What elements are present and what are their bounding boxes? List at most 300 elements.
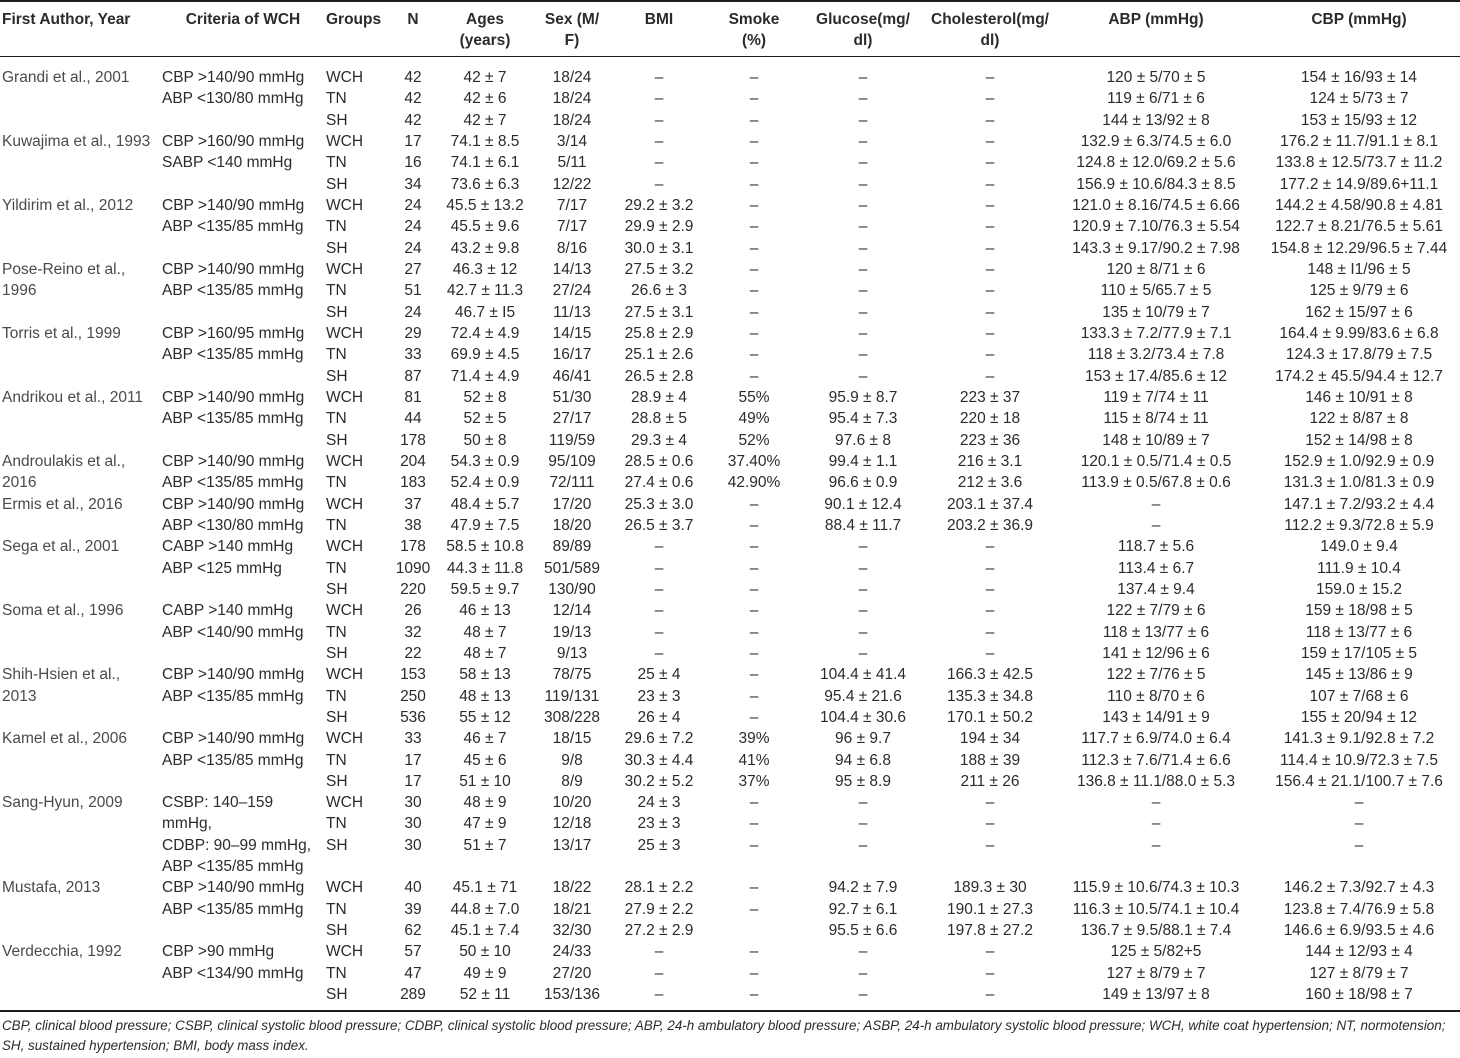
cell-bmi: 28.5 ± 0.6 (624, 452, 694, 470)
cell-abp: 112.3 ± 7.6/71.4 ± 6.6 (1081, 751, 1231, 769)
cell-groups: TN (326, 623, 347, 641)
cell-n: 27 (404, 260, 422, 278)
cell-ages: 74.1 ± 6.1 (450, 154, 520, 172)
cell-groups: SH (326, 367, 348, 385)
cell-cholesterol: 194 ± 34 (959, 730, 1021, 748)
cell-bmi: – (654, 175, 664, 193)
cell-cholesterol: – (985, 218, 995, 236)
cell-sex: 119/59 (548, 431, 596, 449)
cell-cholesterol: – (985, 111, 995, 129)
cell-groups: WCH (326, 538, 364, 556)
cell-sex: 46/41 (552, 367, 592, 385)
cell-abp: 110 ± 5/65.7 ± 5 (1100, 282, 1212, 300)
cell-groups: WCH (326, 602, 364, 620)
cell-cbp: 147.1 ± 7.2/93.2 ± 4.4 (1283, 495, 1435, 513)
cell-author (0, 813, 160, 834)
cell-smoke: – (749, 687, 759, 705)
cell-smoke: – (749, 559, 759, 577)
cell-smoke: – (749, 900, 759, 918)
cell-ages: 44.8 ± 7.0 (450, 900, 520, 918)
header-groups: Groups (326, 11, 382, 28)
cell-groups: TN (326, 90, 347, 108)
cell-criteria: ABP <135/85 mmHg (162, 751, 304, 769)
cell-cholesterol: 190.1 ± 27.3 (946, 900, 1034, 918)
cell-criteria (160, 984, 326, 1005)
cell-smoke: – (749, 175, 759, 193)
cell-criteria: CBP >140/90 mmHg (162, 666, 305, 684)
cell-criteria (160, 643, 326, 664)
cell-n: 87 (404, 367, 422, 385)
header-sex: Sex (M/ F) (544, 11, 600, 50)
cell-glucose: – (858, 794, 868, 812)
cell-sex: 501/589 (543, 559, 601, 577)
cell-sex: 7/17 (556, 196, 588, 214)
cell-sex: 12/14 (552, 602, 592, 620)
cell-bmi: – (654, 559, 664, 577)
cell-bmi: – (654, 69, 664, 86)
cell-author (0, 771, 160, 792)
cell-smoke: – (749, 836, 759, 854)
cell-groups: TN (326, 282, 347, 300)
cell-glucose: – (858, 346, 868, 364)
cell-groups: TN (326, 516, 347, 534)
cell-glucose: – (858, 324, 868, 342)
cell-glucose: – (858, 218, 868, 236)
cell-criteria: ABP <135/85 mmHg (162, 346, 304, 364)
cell-abp: 125 ± 5/82+5 (1110, 943, 1202, 961)
table-row (0, 771, 1460, 792)
cell-author: Sang-Hyun, 2009 (2, 794, 123, 812)
cell-n: 29 (404, 324, 422, 342)
cell-cbp: 153 ± 15/93 ± 12 (1300, 111, 1418, 129)
cell-bmi: 25.1 ± 2.6 (624, 346, 694, 364)
cell-glucose: – (858, 644, 868, 662)
cell-abp: 119 ± 7/74 ± 11 (1103, 388, 1209, 406)
table-footnote: CBP, clinical blood pressure; CSBP, clinical systolic blood pressure; CDBP, clinical systolic blood pressure; ABP, 24-h ambulatory blood pressure; ASBP, 24-h ambulatory systolic blood pressure; WCH, white coat hypertension; NT, normotension; SH, sustained hypertension; BMI, body mass index. (2, 1018, 1446, 1053)
cell-bmi: 26.6 ± 3 (631, 282, 687, 300)
table-row (0, 600, 1460, 621)
cell-groups: TN (326, 154, 347, 172)
cell-cbp: 159.0 ± 15.2 (1315, 580, 1403, 598)
cell-n: 16 (404, 154, 422, 172)
cell-bmi: 23 ± 3 (637, 815, 681, 833)
cell-cbp: 144.2 ± 4.58/90.8 ± 4.81 (1275, 196, 1443, 214)
cell-abp: 144 ± 13/92 ± 8 (1102, 111, 1210, 129)
cell-smoke: – (749, 495, 759, 513)
cell-sex: 18/24 (552, 111, 592, 129)
cell-criteria: CBP >140/90 mmHg (162, 730, 305, 748)
cell-abp: – (1151, 516, 1161, 534)
cell-sex: 24/33 (552, 943, 592, 961)
cell-abp: 113.4 ± 6.7 (1117, 559, 1195, 577)
cell-cholesterol: – (985, 260, 995, 278)
cell-n: 42 (404, 69, 422, 86)
cell-sex: 18/15 (552, 730, 592, 748)
cell-sex: 72/111 (549, 474, 595, 492)
cell-bmi: 28.9 ± 4 (631, 388, 687, 406)
cell-criteria: CDBP: 90–99 mmHg, (162, 836, 312, 854)
cell-n: 33 (404, 730, 422, 748)
cell-author (0, 920, 160, 941)
cell-cbp: 144 ± 12/93 ± 4 (1305, 943, 1413, 961)
table-row (0, 88, 1460, 109)
cell-cholesterol: – (985, 303, 995, 321)
cell-criteria: ABP <135/85 mmHg (162, 687, 304, 705)
cell-n: 62 (404, 922, 422, 940)
cell-cholesterol: – (985, 815, 995, 833)
table-row (0, 323, 1460, 344)
cell-smoke: 39% (738, 730, 770, 748)
cell-n: 81 (404, 388, 422, 406)
cell-author (0, 110, 160, 131)
cell-criteria: ABP <135/85 mmHg (162, 474, 304, 492)
cell-sex: 130/90 (548, 580, 596, 598)
cell-groups: TN (326, 815, 347, 833)
cell-cbp: 154.8 ± 12.29/96.5 ± 7.44 (1270, 239, 1448, 257)
cell-ages: 50 ± 10 (459, 943, 511, 961)
table-row (0, 216, 1460, 237)
cell-criteria (160, 707, 326, 728)
cell-ages: 47.9 ± 7.5 (450, 516, 520, 534)
cell-ages: 42 ± 7 (463, 111, 507, 129)
cell-smoke: – (749, 794, 759, 812)
cell-ages: 46 ± 13 (459, 602, 511, 620)
cell-cholesterol: – (985, 623, 995, 641)
cell-abp: 122 ± 7/76 ± 5 (1106, 666, 1206, 684)
cell-cbp: 149.0 ± 9.4 (1320, 538, 1398, 556)
cell-glucose: – (858, 90, 868, 108)
cell-ages: 72.4 ± 4.9 (450, 324, 520, 342)
cell-author: Kuwajima et al., 1993 (2, 132, 151, 150)
cell-author (0, 344, 160, 365)
cell-n: 42 (404, 111, 422, 129)
cell-ages: 48 ± 9 (463, 794, 507, 812)
cell-groups: SH (326, 431, 348, 449)
cell-n: 183 (400, 474, 426, 492)
cell-cholesterol: 223 ± 37 (959, 388, 1021, 406)
cell-cholesterol: 188 ± 39 (959, 751, 1021, 769)
cell-sex: 27/17 (552, 410, 592, 428)
cell-criteria: CBP >160/90 mmHg (162, 132, 305, 150)
cell-groups: SH (326, 708, 348, 726)
cell-cbp: 118 ± 13/77 ± 6 (1305, 623, 1413, 641)
cell-ages: 74.1 ± 8.5 (450, 132, 520, 150)
cell-cholesterol (926, 856, 1054, 877)
cell-cbp: 111.9 ± 10.4 (1317, 559, 1401, 577)
cell-bmi: – (654, 644, 664, 662)
cell-smoke: – (749, 196, 759, 214)
cell-smoke: – (749, 580, 759, 598)
cell-criteria (160, 238, 326, 259)
cell-glucose: – (858, 964, 868, 982)
cell-bmi: – (654, 580, 664, 598)
cell-glucose: – (858, 367, 868, 385)
table-row (0, 963, 1460, 984)
cell-criteria: CBP >140/90 mmHg (162, 69, 305, 86)
header-smoke: Smoke (%) (728, 11, 780, 50)
cell-abp: 113.9 ± 0.5/67.8 ± 0.6 (1081, 474, 1231, 492)
cell-author (0, 643, 160, 664)
cell-abp: 120 ± 5/70 ± 5 (1106, 69, 1206, 86)
cell-bmi: 29.9 ± 2.9 (624, 218, 694, 236)
cell-author: Torris et al., 1999 (2, 324, 121, 342)
cell-author: Shih-Hsien et al., (2, 666, 121, 684)
table-row (0, 835, 1460, 856)
cell-glucose: – (858, 623, 868, 641)
table-row (0, 302, 1460, 323)
cell-abp: 110 ± 8/70 ± 6 (1107, 687, 1205, 705)
cell-cholesterol: 223 ± 36 (959, 431, 1021, 449)
cell-bmi: 27.5 ± 3.1 (624, 303, 694, 321)
cell-smoke: – (749, 943, 759, 961)
cell-author (0, 835, 160, 856)
table-row (0, 131, 1460, 152)
cell-bmi: 30.0 ± 3.1 (624, 239, 694, 257)
cell-cholesterol: 197.8 ± 27.2 (946, 922, 1034, 940)
cell-cholesterol: – (985, 986, 995, 1004)
cell-abp: 141 ± 12/96 ± 6 (1102, 644, 1210, 662)
cell-smoke: – (749, 69, 759, 86)
cell-groups: SH (326, 922, 348, 940)
cell-cbp: 124 ± 5/73 ± 7 (1309, 90, 1409, 108)
cell-cbp: 162 ± 15/97 ± 6 (1305, 303, 1413, 321)
cell-bmi: – (654, 90, 664, 108)
cell-smoke: – (749, 346, 759, 364)
cell-cbp: 154 ± 16/93 ± 14 (1300, 69, 1418, 86)
cell-smoke: – (749, 516, 759, 534)
cell-groups: TN (326, 964, 347, 982)
cell-criteria (160, 920, 326, 941)
cell-criteria (160, 579, 326, 600)
cell-smoke (708, 920, 800, 941)
cell-smoke: – (749, 815, 759, 833)
cell-bmi: 28.1 ± 2.2 (624, 879, 694, 897)
cell-abp: 118 ± 13/77 ± 6 (1102, 623, 1210, 641)
cell-sex: 19/13 (552, 623, 592, 641)
cell-glucose: 104.4 ± 41.4 (819, 666, 907, 684)
cell-glucose: 96 ± 9.7 (835, 730, 891, 748)
cell-smoke: 49% (738, 410, 770, 428)
cell-criteria: CBP >140/90 mmHg (162, 388, 305, 406)
cell-bmi: 26.5 ± 2.8 (624, 367, 694, 385)
cell-cholesterol: 166.3 ± 42.5 (946, 666, 1034, 684)
cell-author (0, 430, 160, 451)
table-row (0, 579, 1460, 600)
cell-bmi: 27.5 ± 3.2 (624, 260, 694, 278)
cell-cholesterol: – (985, 239, 995, 257)
table-row (0, 920, 1460, 941)
cell-author (0, 984, 160, 1005)
cell-ages: 59.5 ± 9.7 (450, 580, 520, 598)
cell-bmi: – (654, 964, 664, 982)
cell-cholesterol: – (985, 196, 995, 214)
cell-n: 30 (404, 794, 422, 812)
cell-abp: 149 ± 13/97 ± 8 (1102, 986, 1210, 1004)
table-row (0, 856, 1460, 877)
cell-author: Androulakis et al., (2, 452, 126, 470)
cell-n: 37 (404, 495, 422, 513)
cell-glucose: 97.6 ± 8 (835, 431, 891, 449)
cell-n: 178 (400, 538, 426, 556)
cell-cholesterol: 203.2 ± 36.9 (946, 516, 1034, 534)
table-row (0, 152, 1460, 173)
cell-criteria: ABP <130/80 mmHg (162, 516, 304, 534)
cell-cbp: 112.2 ± 9.3/72.8 ± 5.9 (1284, 516, 1434, 534)
cell-groups: WCH (326, 730, 364, 748)
cell-criteria: ABP <135/85 mmHg (162, 282, 304, 300)
cell-n: 51 (404, 282, 422, 300)
cell-groups: WCH (326, 388, 364, 406)
cell-glucose: – (858, 111, 868, 129)
cell-sex: 51/30 (552, 388, 592, 406)
cell-cbp: 155 ± 20/94 ± 12 (1300, 708, 1418, 726)
cell-groups: SH (326, 239, 348, 257)
cell-ages: 42 ± 7 (463, 69, 507, 86)
cell-cbp: 122.7 ± 8.21/76.5 ± 5.61 (1275, 218, 1443, 236)
table-row (0, 472, 1460, 493)
cell-smoke: – (749, 964, 759, 982)
cell-criteria (160, 174, 326, 195)
cell-criteria: mmHg, (162, 815, 212, 833)
cell-cholesterol: – (985, 836, 995, 854)
cell-cbp: – (1354, 815, 1364, 833)
cell-sex: 16/17 (552, 346, 592, 364)
cell-criteria: CBP >140/90 mmHg (162, 495, 305, 513)
cell-ages: 45.1 ± 71 (452, 879, 518, 897)
cell-cbp: 107 ± 7/68 ± 6 (1309, 687, 1409, 705)
cell-criteria: ABP <135/85 mmHg (162, 218, 304, 236)
cell-smoke: – (749, 260, 759, 278)
cell-bmi: 25 ± 3 (637, 836, 681, 854)
cell-glucose: 95.4 ± 21.6 (824, 687, 902, 705)
cell-abp: 136.8 ± 11.1/88.0 ± 5.3 (1076, 772, 1236, 790)
cell-n: 289 (400, 986, 426, 1004)
cell-ages: 73.6 ± 6.3 (450, 175, 520, 193)
table-row (0, 494, 1460, 515)
cell-abp: 119 ± 6/71 ± 6 (1107, 90, 1205, 108)
cell-abp: 143.3 ± 9.17/90.2 ± 7.98 (1072, 239, 1240, 257)
cell-n: 38 (404, 516, 422, 534)
cell-glucose: – (858, 132, 868, 150)
cell-author (0, 238, 160, 259)
cell-cbp: 114.4 ± 10.9/72.3 ± 7.5 (1279, 751, 1439, 769)
cell-ages: 48 ± 13 (459, 687, 511, 705)
cell-sex: 308/228 (543, 708, 601, 726)
cell-groups: WCH (326, 794, 364, 812)
cell-sex: 18/20 (552, 516, 592, 534)
cell-sex: 5/11 (557, 154, 587, 172)
cell-groups: SH (326, 644, 348, 662)
cell-n: 42 (404, 90, 422, 108)
cell-glucose: – (858, 282, 868, 300)
cell-cholesterol: 203.1 ± 37.4 (946, 495, 1034, 513)
cell-author (0, 750, 160, 771)
cell-cbp: – (1354, 794, 1364, 812)
cell-groups: WCH (326, 196, 364, 214)
cell-groups: WCH (326, 69, 364, 86)
cell-sex: 12/22 (552, 175, 592, 193)
cell-cbp: 156.4 ± 21.1/100.7 ± 7.6 (1275, 772, 1443, 790)
cell-author (0, 579, 160, 600)
cell-sex: 8/16 (556, 239, 588, 257)
table-row (0, 344, 1460, 365)
cell-sex: 10/20 (552, 794, 592, 812)
cell-n: 24 (404, 196, 422, 214)
cell-n (390, 856, 436, 877)
cell-groups (326, 856, 390, 877)
cell-n: 39 (404, 900, 422, 918)
table-row (0, 408, 1460, 429)
cell-glucose: – (858, 69, 868, 86)
cell-sex: 12/18 (552, 815, 592, 833)
cell-glucose: – (858, 815, 868, 833)
cell-cholesterol: – (985, 132, 995, 150)
cell-smoke: – (749, 367, 759, 385)
cell-glucose: – (858, 260, 868, 278)
cell-cholesterol: – (985, 90, 995, 108)
table-row (0, 238, 1460, 259)
cell-cholesterol: 211 ± 26 (960, 772, 1020, 790)
cell-cbp: 159 ± 18/98 ± 5 (1305, 602, 1413, 620)
cell-cbp: 152 ± 14/98 ± 8 (1305, 431, 1413, 449)
cell-n: 33 (404, 346, 422, 364)
cell-author: 2016 (2, 474, 37, 492)
table-row (0, 792, 1460, 813)
cell-cholesterol: – (985, 794, 995, 812)
cell-sex: 27/24 (552, 282, 592, 300)
cell-bmi: 29.2 ± 3.2 (624, 196, 694, 214)
header-cbp: CBP (mmHg) (1311, 11, 1407, 28)
cell-glucose (800, 856, 926, 877)
cell-abp: – (1151, 836, 1161, 854)
cell-ages: 48.4 ± 5.7 (450, 495, 520, 513)
cell-cholesterol: – (985, 346, 995, 364)
cell-abp: 116.3 ± 10.5/74.1 ± 10.4 (1072, 900, 1240, 918)
cell-abp: 137.4 ± 9.4 (1117, 580, 1195, 598)
table-row (0, 899, 1460, 920)
cell-cholesterol: 189.3 ± 30 (953, 879, 1027, 897)
table-row (0, 664, 1460, 685)
cell-author: Ermis et al., 2016 (2, 495, 123, 513)
cell-criteria (160, 366, 326, 387)
cell-abp: 148 ± 10/89 ± 7 (1102, 431, 1210, 449)
cell-groups: WCH (326, 260, 364, 278)
cell-ages: 51 ± 10 (459, 772, 511, 790)
cell-bmi: 29.3 ± 4 (631, 431, 687, 449)
cell-cholesterol: 135.3 ± 34.8 (946, 687, 1034, 705)
cell-sex: 9/13 (556, 644, 588, 662)
cell-cholesterol: – (985, 943, 995, 961)
cell-n: 44 (404, 410, 422, 428)
cell-smoke: 41% (738, 751, 770, 769)
cell-abp: 132.9 ± 6.3/74.5 ± 6.0 (1080, 132, 1232, 150)
cell-smoke: 52% (738, 431, 770, 449)
cell-cbp: 124.3 ± 17.8/79 ± 7.5 (1285, 346, 1433, 364)
cell-ages: 47 ± 9 (463, 815, 507, 833)
table-row (0, 451, 1460, 472)
table-row (0, 941, 1460, 962)
cell-author (0, 174, 160, 195)
cell-cbp: 164.4 ± 9.99/83.6 ± 6.8 (1279, 324, 1439, 342)
cell-smoke: 42.90% (727, 474, 781, 492)
cell-author: Kamel et al., 2006 (2, 730, 127, 748)
table-row (0, 622, 1460, 643)
cell-n: 30 (404, 815, 422, 833)
cell-n: 26 (404, 602, 422, 620)
cell-ages: 49 ± 9 (463, 964, 507, 982)
cell-smoke: – (749, 303, 759, 321)
cell-criteria: ABP <140/90 mmHg (162, 623, 304, 641)
